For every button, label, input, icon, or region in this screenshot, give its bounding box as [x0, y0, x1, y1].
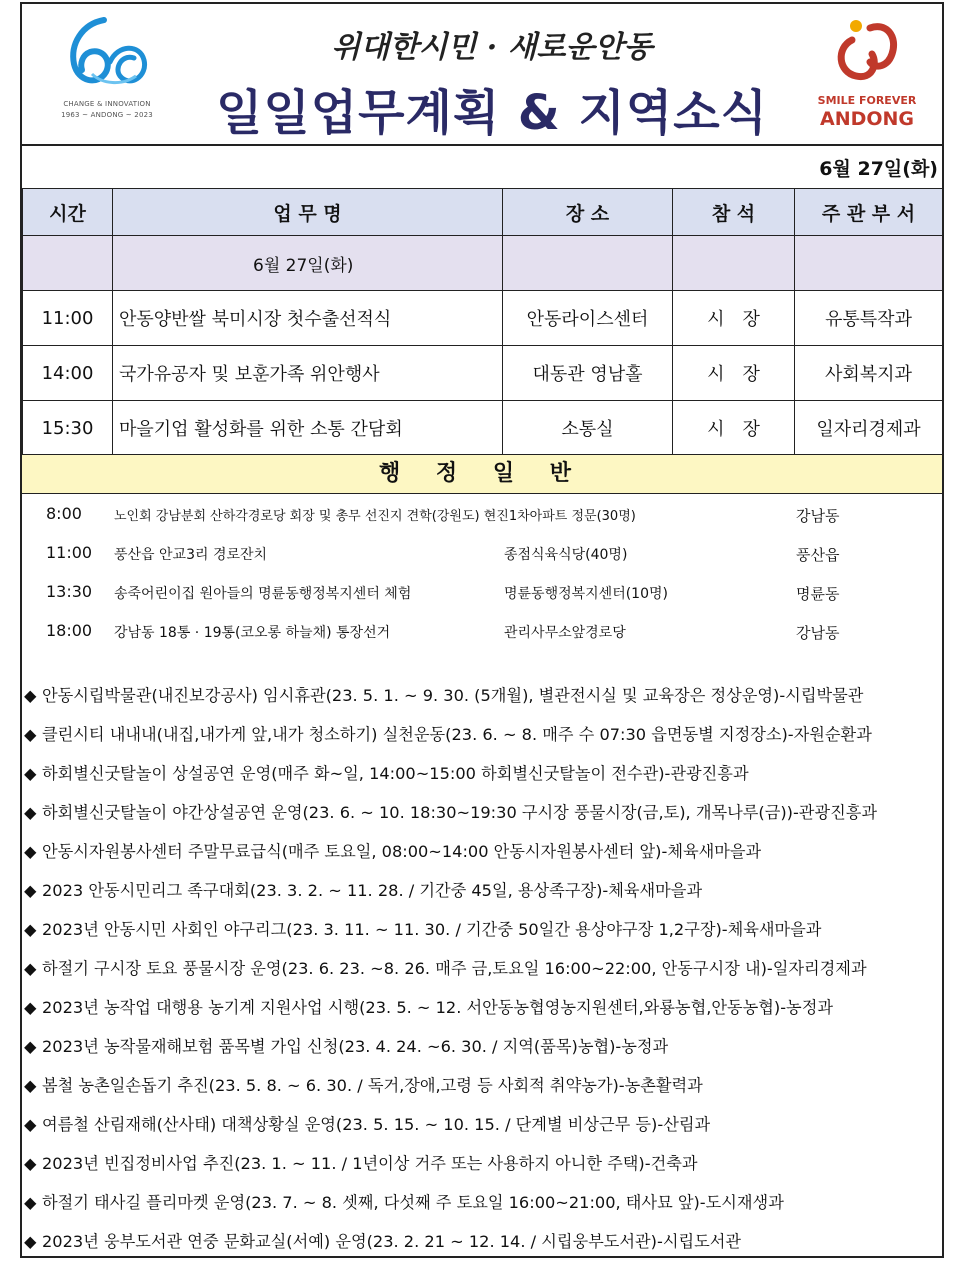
logo-right-line1: SMILE FOREVER	[817, 94, 917, 107]
notice-text: 안동시립박물관(내진보강공사) 임시휴관(23. 5. 1. ~ 9. 30. (5개월), 별관전시실 및 교육장은 정상운영)-시립박물관	[42, 686, 864, 705]
notice-item	[24, 1189, 940, 1213]
row-attend: 시 장	[673, 401, 795, 456]
col-header-task: 업 무 명	[113, 189, 503, 236]
notice-item	[24, 955, 940, 979]
notice-text: 2023년 농작물재해보험 품목별 가입 신청(23. 4. 24. ~6. 30. / 지역(품목)농협)-농정과	[42, 1037, 669, 1056]
notice-text: 클린시티 내내내(내집,내가게 앞,내가 청소하기) 실천운동(23. 6. ~ 8. 매주 수 07:30 읍면동별 지정장소)-자원순환과	[42, 725, 872, 744]
diamond-bullet-icon: ◆	[24, 959, 37, 978]
row-attend: 시 장	[673, 291, 795, 346]
row-dept: 사회복지과	[795, 346, 943, 401]
diamond-bullet-icon: ◆	[24, 1193, 37, 1212]
notice-item	[24, 1228, 940, 1252]
notice-text: 하회별신굿탈놀이 야간상설공연 운영(23. 6. ~ 10. 18:30~19:30 구시장 풍물시장(금,토), 개목나루(금))-관광진흥과	[42, 803, 877, 822]
col-header-place: 장 소	[503, 189, 673, 236]
notice-text: 안동시자원봉사센터 주말무료급식(매주 토요일, 08:00~14:00 안동시자원봉사센터 앞)-체육새마을과	[42, 842, 762, 861]
table-row	[23, 291, 943, 346]
schedule-table	[22, 188, 943, 456]
admin-row	[22, 576, 942, 606]
notice-text: 2023 안동시민리그 족구대회(23. 3. 2. ~ 11. 28. / 기간중 45일, 용상족구장)-체육새마을과	[42, 881, 703, 900]
report-date: 6월 27일(화)	[819, 158, 938, 180]
table-date-row	[23, 236, 943, 291]
row-time: 15:30	[23, 401, 113, 456]
row-task: 국가유공자 및 보훈가족 위안행사	[113, 346, 503, 401]
slogan: 위대한시민 · 새로운안동	[331, 30, 653, 65]
header	[22, 4, 942, 146]
notice-item	[24, 721, 940, 745]
admin-time: 13:30	[46, 582, 93, 601]
notice-text: 2023년 빈집정비사업 추진(23. 1. ~ 11. / 1년이상 거주 또는 사용하지 아니한 주택)-건축과	[42, 1154, 698, 1173]
admin-office: 강남동	[796, 507, 840, 525]
notice-item	[24, 877, 940, 901]
page-title: 일일업무계획 & 지역소식	[216, 85, 768, 141]
row-place: 소통실	[503, 401, 673, 456]
row-task: 안동양반쌀 북미시장 첫수출선적식	[113, 291, 503, 346]
andong-smile-icon	[812, 14, 922, 92]
diamond-bullet-icon: ◆	[24, 1154, 37, 1173]
admin-office: 풍산읍	[796, 546, 840, 564]
col-header-time: 시간	[23, 189, 113, 236]
diamond-bullet-icon: ◆	[24, 1232, 37, 1251]
notice-item	[24, 1033, 940, 1057]
table-row	[23, 401, 943, 456]
row-place: 대동관 영남홀	[503, 346, 673, 401]
row-dept: 유통특작과	[795, 291, 943, 346]
notice-text: 하절기 구시장 토요 풍물시장 운영(23. 6. 23. ~8. 26. 매주 금,토요일 16:00~22:00, 안동구시장 내)-일자리경제과	[42, 959, 867, 978]
empty-cell	[795, 236, 943, 291]
admin-office: 명륜동	[796, 585, 840, 603]
notice-item	[24, 838, 940, 862]
row-attend: 시 장	[673, 346, 795, 401]
diamond-bullet-icon: ◆	[24, 881, 37, 900]
diamond-bullet-icon: ◆	[24, 803, 37, 822]
diamond-bullet-icon: ◆	[24, 725, 37, 744]
anniversary-60-icon	[52, 14, 162, 94]
admin-desc: 노인회 강남분회 산하각경로당 회장 및 총무 선진지 견학(강원도) 현진1차아파트 정문(30명)	[114, 509, 636, 524]
notice-item	[24, 760, 940, 784]
admin-row	[22, 615, 942, 645]
table-header-row	[23, 189, 943, 236]
smile-forever-logo	[812, 14, 922, 132]
admin-time: 8:00	[46, 504, 82, 523]
notice-text: 하회별신굿탈놀이 상설공연 운영(매주 화~일, 14:00~15:00 하회별신굿탈놀이 전수관)-관광진흥과	[42, 764, 749, 783]
row-dept: 일자리경제과	[795, 401, 943, 456]
anniversary-logo	[52, 14, 162, 126]
diamond-bullet-icon: ◆	[24, 1037, 37, 1056]
row-time: 14:00	[23, 346, 113, 401]
notice-text: 하절기 태사길 플리마켓 운영(23. 7. ~ 8. 셋째, 다섯째 주 토요일 16:00~21:00, 태사묘 앞)-도시재생과	[42, 1193, 784, 1212]
admin-time: 18:00	[46, 621, 93, 640]
empty-cell	[23, 236, 113, 291]
diamond-bullet-icon: ◆	[24, 998, 37, 1017]
col-header-dept: 주 관 부 서	[795, 189, 943, 236]
row-time: 11:00	[23, 291, 113, 346]
diamond-bullet-icon: ◆	[24, 1115, 37, 1134]
notice-item	[24, 1150, 940, 1174]
empty-cell	[503, 236, 673, 291]
logo-right-line2: ANDONG	[819, 108, 915, 130]
empty-cell	[673, 236, 795, 291]
notice-text: 2023년 안동시민 사회인 야구리그(23. 3. 11. ~ 11. 30. / 기간중 50일간 용상야구장 1,2구장)-체육새마을과	[42, 920, 822, 939]
notice-text: 여름철 산림재해(산사태) 대책상황실 운영(23. 5. 15. ~ 10. 15. / 단계별 비상근무 등)-산림과	[42, 1115, 711, 1134]
admin-place: 관리사무소앞경로당	[504, 625, 626, 641]
notice-text: 2023년 웅부도서관 연중 문화교실(서예) 운영(23. 2. 21 ~ 12. 14. / 시립웅부도서관)-시립도서관	[42, 1232, 742, 1251]
notice-item	[24, 1072, 940, 1096]
admin-place: 종점식육식당(40명)	[504, 547, 628, 563]
diamond-bullet-icon: ◆	[24, 920, 37, 939]
subheader-date: 6월 27일(화)	[113, 236, 503, 291]
admin-desc: 송죽어린이집 원아들의 명륜동행정복지센터 체험	[114, 586, 412, 602]
diamond-bullet-icon: ◆	[24, 842, 37, 861]
notice-item	[24, 799, 940, 823]
admin-desc: 강남동 18통 · 19통(코오롱 하늘채) 통장선거	[114, 625, 391, 641]
diamond-bullet-icon: ◆	[24, 764, 37, 783]
logo-left-line2: 1963 ~ ANDONG ~ 2023	[61, 111, 153, 119]
admin-row	[22, 537, 942, 567]
document-frame	[20, 2, 944, 1258]
logo-left-line1: CHANGE & INNOVATION	[63, 100, 151, 108]
notice-item	[24, 994, 940, 1018]
notice-text: 봄철 농촌일손돕기 추진(23. 5. 8. ~ 6. 30. / 독거,장애,고령 등 사회적 취약농가)-농촌활력과	[42, 1076, 703, 1095]
admin-place: 명륜동행정복지센터(10명)	[504, 586, 668, 602]
notice-item	[24, 916, 940, 940]
admin-time: 11:00	[46, 543, 93, 562]
row-place: 안동라이스센터	[503, 291, 673, 346]
admin-row	[22, 498, 942, 528]
notice-text: 2023년 농작업 대행용 농기계 지원사업 시행(23. 5. ~ 12. 서안동농협영농지원센터,와룡농협,안동농협)-농정과	[42, 998, 833, 1017]
date-row	[22, 144, 942, 190]
admin-section-title: 행 정 일 반	[22, 454, 942, 494]
notice-item	[24, 1111, 940, 1135]
diamond-bullet-icon: ◆	[24, 1076, 37, 1095]
admin-desc: 풍산읍 안교3리 경로잔치	[114, 547, 268, 563]
col-header-attend: 참 석	[673, 189, 795, 236]
row-task: 마을기업 활성화를 위한 소통 간담회	[113, 401, 503, 456]
admin-office: 강남동	[796, 624, 840, 642]
diamond-bullet-icon: ◆	[24, 686, 37, 705]
notice-item	[24, 682, 940, 706]
table-row	[23, 346, 943, 401]
